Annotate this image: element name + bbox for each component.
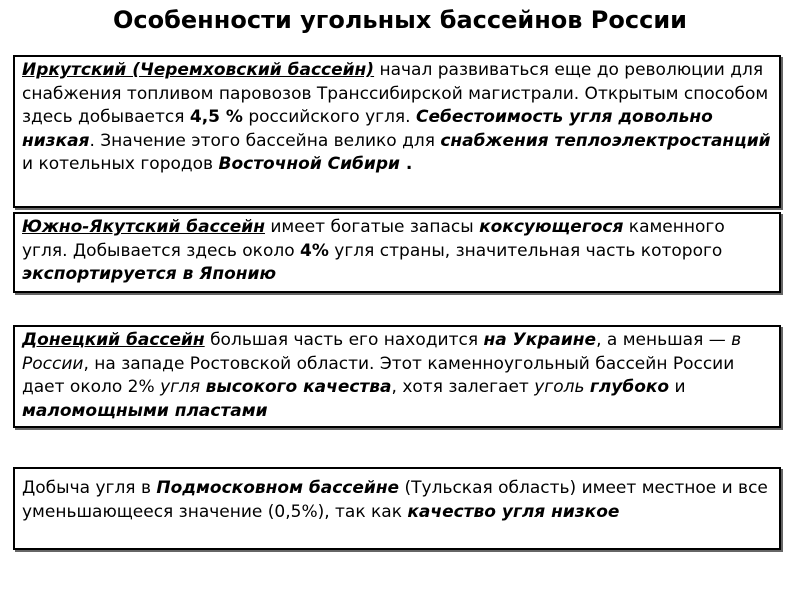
emphasis-text: коксующегося bbox=[479, 217, 624, 237]
italic-text: угля bbox=[160, 377, 201, 397]
moscow-basin-box bbox=[13, 467, 781, 550]
emphasis-text: высокого качества bbox=[205, 377, 392, 397]
basin-name: Подмосковном бассейне bbox=[156, 478, 400, 498]
text-segment: (Тульская область) имеет местное и все уменьшающееся значение (0,5%), так как bbox=[22, 478, 768, 522]
italic-text: в России bbox=[22, 330, 742, 374]
irkutsk-basin-box bbox=[13, 55, 781, 208]
emphasis-text: маломощными пластами bbox=[22, 400, 268, 421]
emphasis-text: Восточной Сибири bbox=[218, 154, 400, 174]
emphasis-text: 4,5 % bbox=[189, 107, 243, 127]
basin-name: Иркутский (Черемховский бассейн) bbox=[22, 60, 375, 80]
basin-name: Донецкий бассейн bbox=[22, 330, 205, 350]
emphasis-text: 4% bbox=[300, 240, 329, 261]
emphasis-text: снабжения теплоэлектростанций bbox=[440, 130, 771, 151]
text-segment: российского угля. bbox=[242, 107, 416, 127]
italic-text: уголь bbox=[534, 377, 585, 397]
text-segment: и котельных городов bbox=[22, 154, 219, 174]
text-segment: и bbox=[669, 377, 686, 397]
emphasis-text: Себестоимость угля довольно низкая bbox=[22, 107, 713, 151]
text-segment: , а меньшая — bbox=[596, 330, 732, 350]
text-segment: . Значение этого бассейна велико для bbox=[89, 130, 441, 151]
basin-name: Южно-Якутский бассейн bbox=[22, 217, 265, 237]
emphasis-text: глубоко bbox=[589, 377, 670, 397]
text-segment: , хотя залегает bbox=[391, 377, 535, 397]
text-segment: имеет богатые запасы bbox=[264, 217, 480, 237]
south-yakutsk-basin-box bbox=[13, 212, 781, 293]
text-segment: угля страны, значительная часть которого bbox=[328, 240, 723, 261]
text-segment: большая часть его находится bbox=[204, 330, 484, 350]
text-segment: каменного угля. Добывается здесь около bbox=[22, 217, 725, 261]
donetsk-basin-box bbox=[13, 325, 781, 428]
emphasis-text: на Украине bbox=[483, 330, 597, 350]
text-segment: . bbox=[399, 154, 413, 174]
emphasis-text: качество угля низкое bbox=[407, 501, 620, 522]
text-segment: начал развиваться еще до революции для снабжения топливом паровозов Транссибирской магистрали. Открытым способом здесь добывается bbox=[22, 60, 769, 127]
page-title: Особенности угольных бассейнов России bbox=[113, 6, 687, 34]
text-segment: Добыча угля в bbox=[22, 478, 157, 498]
text-segment: , на западе Ростовской области. Этот каменноугольный бассейн России дает около 2% bbox=[22, 353, 735, 397]
emphasis-text: экспортируется в Японию bbox=[22, 264, 276, 284]
